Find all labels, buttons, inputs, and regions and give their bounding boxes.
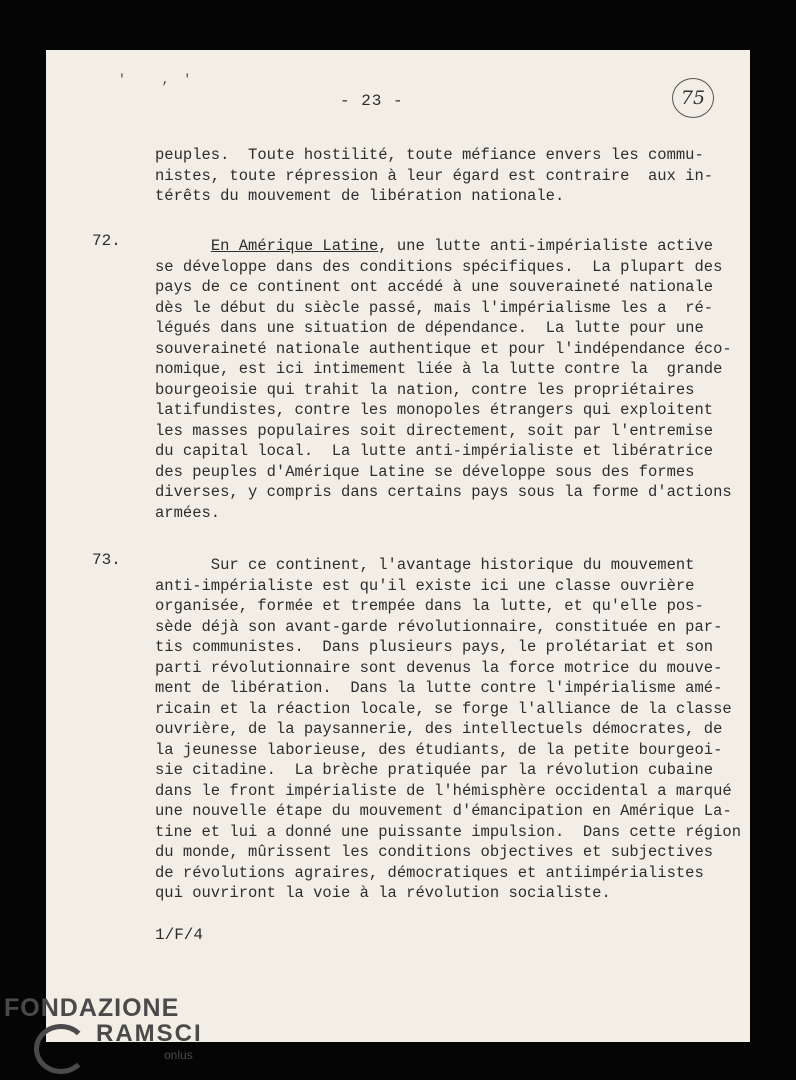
text-line: latifundistes, contre les monopoles étrangers qui exploitent bbox=[155, 401, 714, 419]
lead-indent bbox=[155, 237, 211, 255]
margin-marks: ' ,' bbox=[118, 72, 206, 87]
folio-number-circled: 75 bbox=[672, 78, 714, 118]
intro-paragraph bbox=[155, 145, 714, 207]
text-line: anti-impérialiste est qu'il existe ici une classe ouvrière bbox=[155, 576, 695, 595]
text-line: légués dans une situation de dépendance. La lutte pour une bbox=[155, 319, 704, 337]
text-line: organisée, formée et trempée dans la lutte, et qu'elle pos- bbox=[155, 597, 704, 615]
text-line: tine et lui a donné une puissante impulsion. Dans cette région bbox=[155, 822, 741, 841]
text-line: ouvrière, de la paysannerie, des intellectuels démocrates, de bbox=[155, 720, 723, 738]
text-line: de révolutions agraires, démocratiques et antiimpérialistes bbox=[155, 863, 704, 882]
paragraph-number-72: 72. bbox=[92, 232, 121, 250]
text-line: peuples. Toute hostilité, toute méfiance envers les commu- bbox=[155, 146, 704, 164]
g-logo-icon bbox=[34, 1024, 88, 1074]
text-line: se développe dans des conditions spécifiques. La plupart des bbox=[155, 257, 723, 276]
paragraph-number-73: 73. bbox=[92, 551, 121, 569]
text-line: une nouvelle étape du mouvement d'émancipation en Amérique La- bbox=[155, 802, 732, 820]
archive-reference: 1/F/4 bbox=[155, 926, 204, 944]
text-line: nistes, toute répression à leur égard est contraire aux in- bbox=[155, 166, 714, 185]
text-line: armées. bbox=[155, 503, 221, 522]
text-line: des peuples d'Amérique Latine se développe sous des formes bbox=[155, 462, 695, 481]
text-line: sède déjà son avant-garde révolutionnaire, constituée en par- bbox=[155, 617, 723, 636]
watermark-subtitle: RAMSCI bbox=[96, 1020, 203, 1047]
text-line: les masses populaires soit directement, soit par l'entremise bbox=[155, 421, 714, 440]
watermark-onlus: onlus bbox=[164, 1048, 193, 1062]
page-number: - 23 - bbox=[340, 92, 404, 110]
text-line: térêts du mouvement de libération nationale. bbox=[155, 187, 565, 205]
text-line: Sur ce continent, l'avantage historique du mouvement bbox=[155, 556, 695, 574]
text-line: ricain et la réaction locale, se forge l'alliance de la classe bbox=[155, 699, 732, 718]
text-line: du monde, mûrissent les conditions objectives et subjectives bbox=[155, 843, 714, 861]
watermark-logo bbox=[4, 994, 203, 1062]
text-line: dans le front impérialiste de l'hémisphère occidental a marqué bbox=[155, 781, 732, 800]
text-line: sie citadine. La brèche pratiquée par la révolution cubaine bbox=[155, 761, 714, 779]
text-line: la jeunesse laborieuse, des étudiants, de la petite bourgeoi- bbox=[155, 740, 723, 759]
text-line: bourgeoisie qui trahit la nation, contre les propriétaires bbox=[155, 380, 695, 399]
text-line: souveraineté nationale authentique et pour l'indépendance éco- bbox=[155, 339, 732, 358]
paragraph-72 bbox=[155, 236, 732, 523]
text-line: diverses, y compris dans certains pays sous la forme d'actions bbox=[155, 483, 732, 501]
watermark-title: FONDAZIONE bbox=[4, 994, 180, 1022]
paragraph-73 bbox=[155, 555, 741, 904]
lead-rest: , une lutte anti-impérialiste active bbox=[378, 237, 714, 255]
text-line: dès le début du siècle passé, mais l'impérialisme les a ré- bbox=[155, 298, 714, 317]
text-line: du capital local. La lutte anti-impérialiste et libératrice bbox=[155, 442, 714, 460]
text-line: pays de ce continent ont accédé à une souveraineté nationale bbox=[155, 278, 714, 296]
text-line: nomique, est ici intimement liée à la lutte contre la grande bbox=[155, 360, 723, 378]
text-line: tis communistes. Dans plusieurs pays, le prolétariat et son bbox=[155, 638, 714, 656]
text-line: qui ouvriront la voie à la révolution socialiste. bbox=[155, 884, 611, 902]
text-line bbox=[155, 236, 714, 257]
text-line: ment de libération. Dans la lutte contre l'impérialisme amé- bbox=[155, 679, 723, 697]
underlined-heading: En Amérique Latine bbox=[210, 237, 379, 255]
text-line: parti révolutionnaire sont devenus la force motrice du mouve- bbox=[155, 658, 723, 677]
